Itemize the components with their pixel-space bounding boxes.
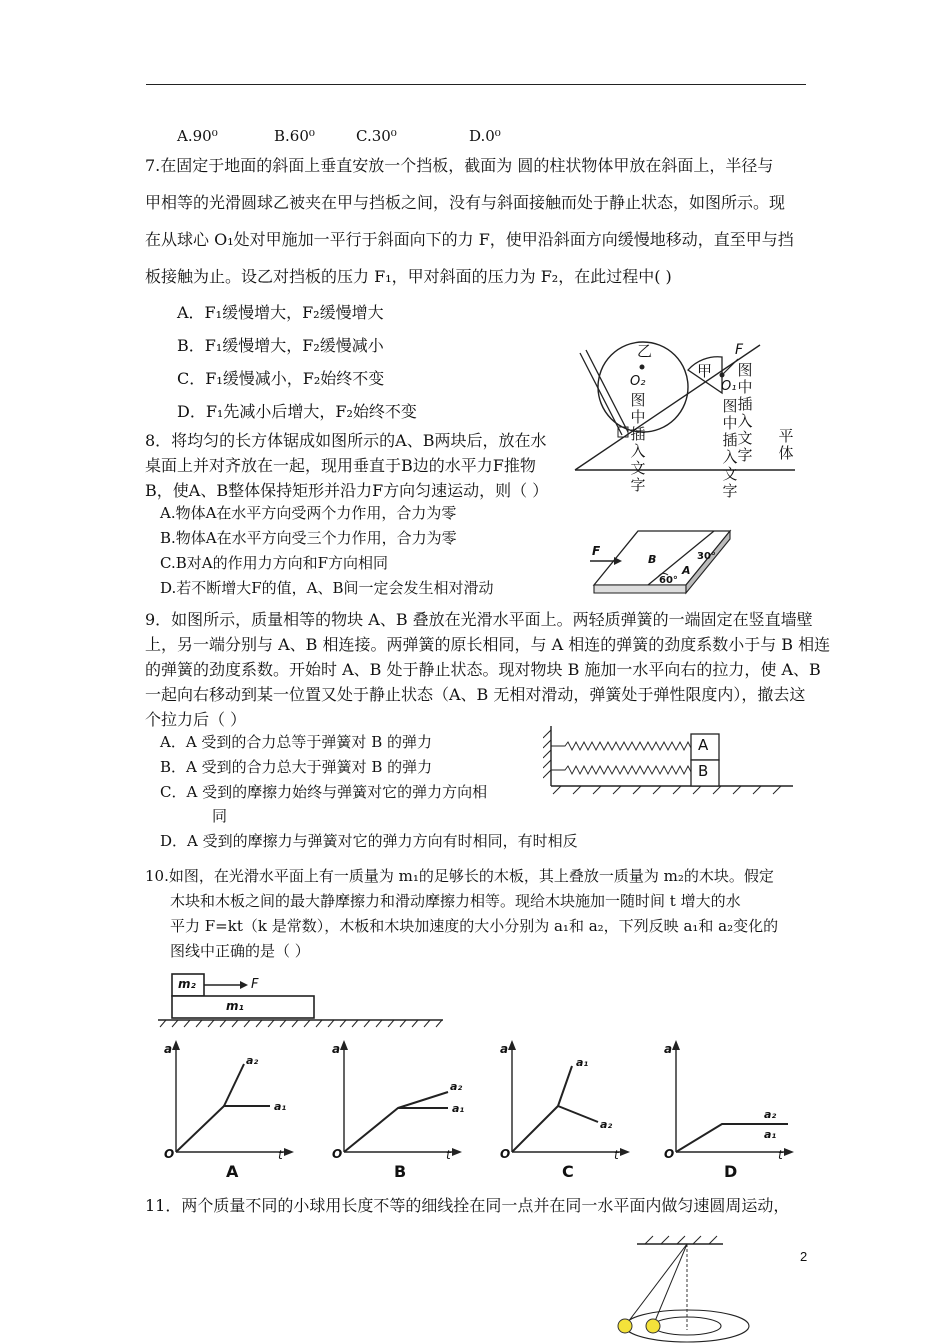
q10-graph-b-origin: O — [332, 1147, 343, 1161]
q10-label-m1: m₁ — [226, 999, 244, 1013]
q10-graph-c-y: a — [500, 1042, 509, 1056]
q8-option-c: C.B对A的作用力方向和F方向相同 — [160, 554, 388, 572]
q9-line-4: 一起向右移动到某一位置又处于静止状态（A、B 无相对滑动，弹簧处于弹性限度内），撤去这 — [145, 685, 806, 704]
q10-graph-d-y: a — [664, 1042, 673, 1056]
q7-placeholder-3: 图中插入文字 — [737, 361, 753, 464]
q10-graph-d-plot — [660, 1040, 800, 1165]
q10-graph-b-l2: a₁ — [452, 1102, 465, 1115]
q9-line-2: 上，另一端分别与 A、B 相连接。两弹簧的原长相同，与 A 相连的弹簧的劲度系数小于与 B 相连 — [145, 635, 831, 654]
q8-line-1: 8．将均匀的长方体锯成如图所示的A、B两块后，放在水 — [145, 431, 547, 450]
q10-graph-c-origin: O — [500, 1147, 511, 1161]
q7-label-o1: O₁ — [721, 379, 737, 394]
q10-graph-a-y: a — [164, 1042, 173, 1056]
q10-line-2: 木块和木板之间的最大静摩擦力和滑动摩擦力相等。现给木块施加一随时间 t 增大的水 — [170, 892, 741, 910]
page-number: 2 — [800, 1249, 808, 1264]
q7-placeholder-2: 图中插入文字 — [722, 397, 738, 500]
q7-line-3: 在从球心 O₁处对甲施加一平行于斜面向下的力 F，使甲沿斜面方向缓慢地移动，直至甲与挡 — [145, 230, 794, 249]
q9-spring-figure — [543, 722, 803, 797]
q10-graph-d-origin: O — [664, 1147, 675, 1161]
q10-line-4: 图线中正确的是（ ） — [170, 942, 310, 960]
q7-option-d: D．F₁先减小后增大，F₂始终不变 — [177, 402, 417, 421]
q7-option-c: C．F₁缓慢减小，F₂始终不变 — [177, 369, 385, 388]
q10-graph-c-t: t — [614, 1148, 619, 1162]
q8-option-b: B.物体A在水平方向受三个力作用，合力为零 — [160, 529, 457, 547]
q10-graph-b-plot — [328, 1040, 468, 1165]
q10-graph-a-t: t — [278, 1148, 283, 1162]
q6-option-b: B.60⁰ — [274, 127, 315, 145]
q10-graph-d-l1: a₂ — [764, 1108, 777, 1121]
q10-graph-d — [660, 1040, 800, 1190]
q10-label-f: F — [251, 977, 259, 992]
q7-option-b: B．F₁缓慢增大，F₂缓慢减小 — [177, 336, 384, 355]
q10-graph-b-t: t — [446, 1148, 451, 1162]
q6-option-d: D.0⁰ — [469, 127, 501, 145]
q8-label-f: F — [592, 544, 601, 558]
q10-graph-c-l2: a₂ — [600, 1118, 613, 1131]
q10-line-3: 平力 F=kt（k 是常数），木板和木块加速度的大小分别为 a₁和 a₂，下列反映 a₁和 a₂变化的 — [170, 917, 779, 935]
q9-block-a: A — [698, 736, 709, 754]
q6-option-a: A.90⁰ — [177, 127, 218, 145]
q9-option-c: C．A 受到的摩擦力始终与弹簧对它的弹力方向相 — [160, 783, 488, 801]
q9-option-c-cont: 同 — [212, 807, 228, 825]
q10-graph-b-y: a — [332, 1042, 341, 1056]
q10-graph-a-letter[interactable]: A — [226, 1162, 239, 1181]
header-rule — [146, 84, 806, 85]
q10-graph-c-l1: a₁ — [576, 1056, 589, 1069]
q10-graph-c-letter[interactable]: C — [562, 1162, 574, 1181]
q10-graph-d-letter[interactable]: D — [724, 1162, 738, 1181]
q11-line-1: 11．两个质量不同的小球用长度不等的细线拴在同一点并在同一水平面内做匀速圆周运动， — [145, 1196, 790, 1215]
q7-label-jia: 甲 — [697, 362, 713, 380]
q10-graph-c — [496, 1040, 636, 1190]
q10-board-figure — [158, 972, 448, 1028]
q6-option-c: C.30⁰ — [356, 127, 397, 145]
q9-line-1: 9．如图所示，质量相等的物块 A、B 叠放在光滑水平面上。两轻质弹簧的一端固定在竖直墙壁 — [145, 610, 813, 629]
q8-label-a: A — [682, 564, 691, 577]
q7-line-2: 甲相等的光滑圆球乙被夹在甲与挡板之间，没有与斜面接触而处于静止状态，如图所示。现 — [145, 193, 786, 212]
q10-label-m2: m₂ — [178, 977, 196, 991]
q10-graph-a — [160, 1040, 300, 1190]
q8-line-2: 桌面上并对齐放在一起，现用垂直于B边的水平力F推物 — [145, 456, 536, 475]
q10-graph-d-t: t — [778, 1148, 783, 1162]
q10-graph-a-origin: O — [164, 1147, 175, 1161]
q11-pendulum-figure — [615, 1230, 795, 1344]
q10-line-1: 10.如图，在光滑水平面上有一质量为 m₁的足够长的木板，其上叠放一质量为 m₂的木块。假定 — [145, 867, 774, 885]
q8-option-a: A.物体A在水平方向受两个力作用，合力为零 — [160, 504, 457, 522]
q8-block-figure — [590, 527, 735, 599]
q8-line-3: B，使A、B整体保持矩形并沿力F方向匀速运动，则（ ） — [145, 481, 549, 500]
q7-label-yi: 乙 — [637, 342, 653, 360]
q9-option-a: A．A 受到的合力总等于弹簧对 B 的弹力 — [160, 733, 432, 751]
q7-line-1: 7.在固定于地面的斜面上垂直安放一个挡板，截面为 圆的柱状物体甲放在斜面上，半径与 — [145, 156, 774, 175]
q8-option-d: D.若不断增大F的值，A、B间一定会发生相对滑动 — [160, 579, 494, 597]
q10-graph-b-letter[interactable]: B — [394, 1162, 407, 1181]
q8-angle-30: 30° — [697, 551, 716, 562]
q9-line-5: 个拉力后（ ） — [145, 710, 247, 729]
q7-option-a: A．F₁缓慢增大，F₂缓慢增大 — [177, 303, 384, 322]
q7-line-4: 板接触为止。设乙对挡板的压力 F₁，甲对斜面的压力为 F₂，在此过程中( ) — [145, 267, 672, 286]
q9-block-b: B — [698, 762, 709, 780]
q10-graph-d-l2: a₁ — [764, 1128, 777, 1141]
q9-option-b: B．A 受到的合力总大于弹簧对 B 的弹力 — [160, 758, 433, 776]
q7-placeholder-1: 图中插入文字 — [630, 391, 646, 494]
q9-line-3: 的弹簧的劲度系数。开始时 A、B 处于静止状态。现对物块 B 施加一水平向右的拉力，使 A、B — [145, 660, 821, 679]
q10-graph-a-l2: a₁ — [274, 1100, 287, 1113]
q10-graph-b — [328, 1040, 468, 1190]
q8-angle-60: 60° — [659, 575, 678, 586]
q7-side-text: 平体 — [778, 427, 794, 462]
q8-label-b: B — [648, 553, 657, 566]
q10-graph-b-l1: a₂ — [450, 1080, 463, 1093]
q7-label-f: F — [735, 342, 744, 358]
q7-incline-figure — [570, 335, 810, 475]
q10-graph-c-plot — [496, 1040, 636, 1165]
q10-graph-a-l1: a₂ — [246, 1054, 259, 1067]
q7-label-o2: O₂ — [630, 374, 646, 389]
q9-option-d: D．A 受到的摩擦力与弹簧对它的弹力方向有时相同，有时相反 — [160, 832, 578, 850]
